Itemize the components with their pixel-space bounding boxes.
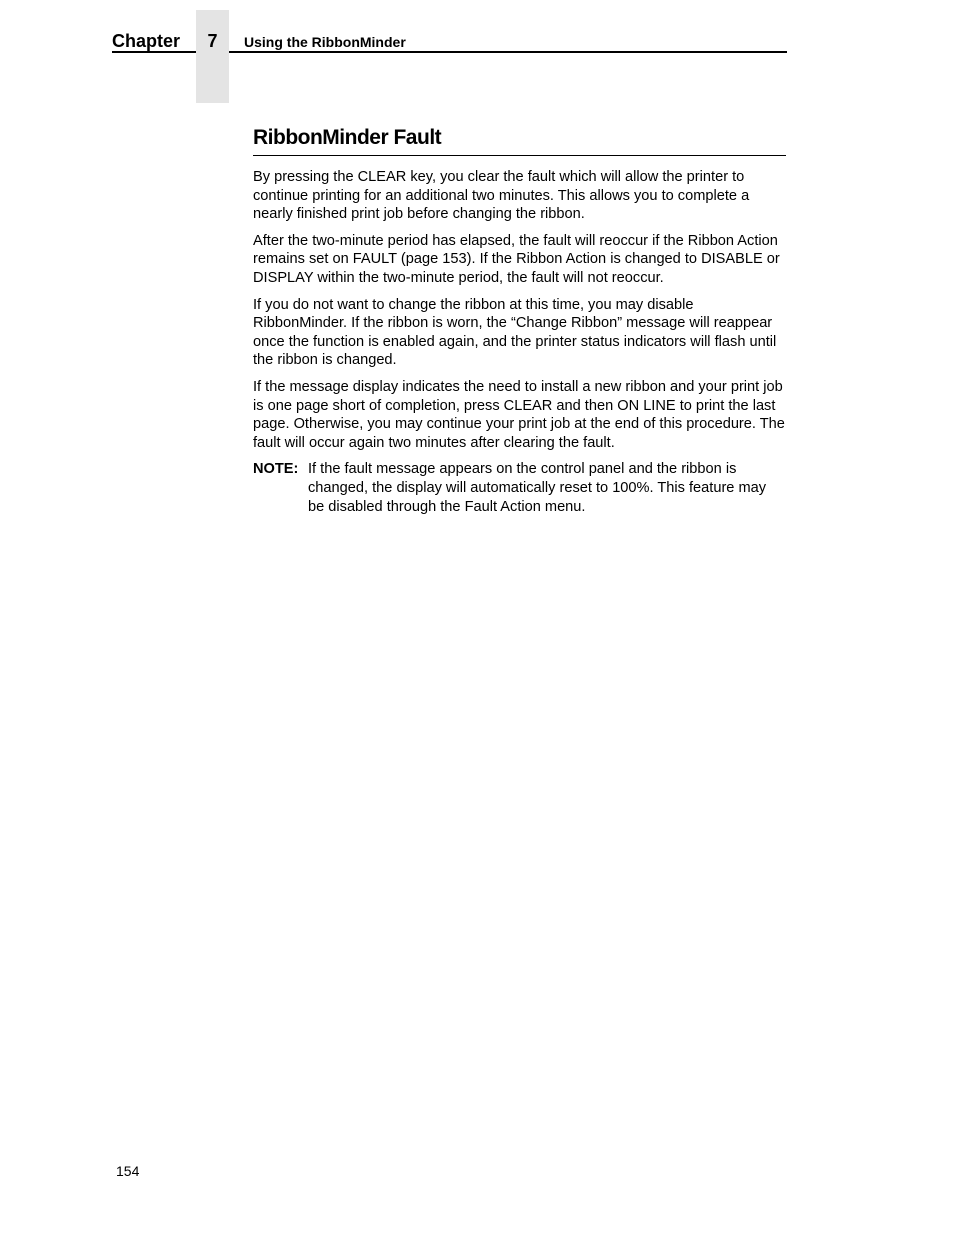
paragraph-4: If the message display indicates the need to install a new ribbon and your print job is one page short of completion, press CLEAR and then ON LINE to print the last page. Otherwise, you may continue your print job at the end of this procedure. The fault will occur again two minutes after clearing the fault. xyxy=(253,378,785,451)
running-title: Using the RibbonMinder xyxy=(244,34,406,50)
section-ribbonminder-fault xyxy=(253,124,786,516)
paragraph-2: After the two-minute period has elapsed, the fault will reoccur if the Ribbon Action remains set on FAULT (page 153). If the Ribbon Action is changed to DISABLE or DISPLAY within the two-minute period, the fault will not reoccur. xyxy=(253,232,780,286)
paragraph-1: By pressing the CLEAR key, you clear the fault which will allow the printer to continue printing for an additional two minutes. This allows you to complete a nearly finished print job before changing the ribbon. xyxy=(253,169,750,223)
section-title: RibbonMinder Fault xyxy=(253,124,786,156)
chapter-label-rule xyxy=(112,51,196,53)
header-rule xyxy=(229,51,787,53)
chapter-tab xyxy=(196,10,229,103)
chapter-number: 7 xyxy=(207,31,218,51)
note-block xyxy=(253,460,786,516)
section-body xyxy=(253,168,786,516)
chapter-label: Chapter xyxy=(112,31,181,51)
paragraph-3: If you do not want to change the ribbon at this time, you may disable RibbonMinder. If the ribbon is worn, the “Change Ribbon” message will reappear once the function is enabled again, and the printer status indicators will flash until the ribbon is changed. xyxy=(253,296,777,369)
note-text: If the fault message appears on the control panel and the ribbon is changed, the display will automatically reset to 100%. This feature may be disabled through the Fault Action menu. xyxy=(308,461,767,515)
page-number: 154 xyxy=(116,1163,140,1179)
note-label: NOTE: xyxy=(253,461,299,478)
